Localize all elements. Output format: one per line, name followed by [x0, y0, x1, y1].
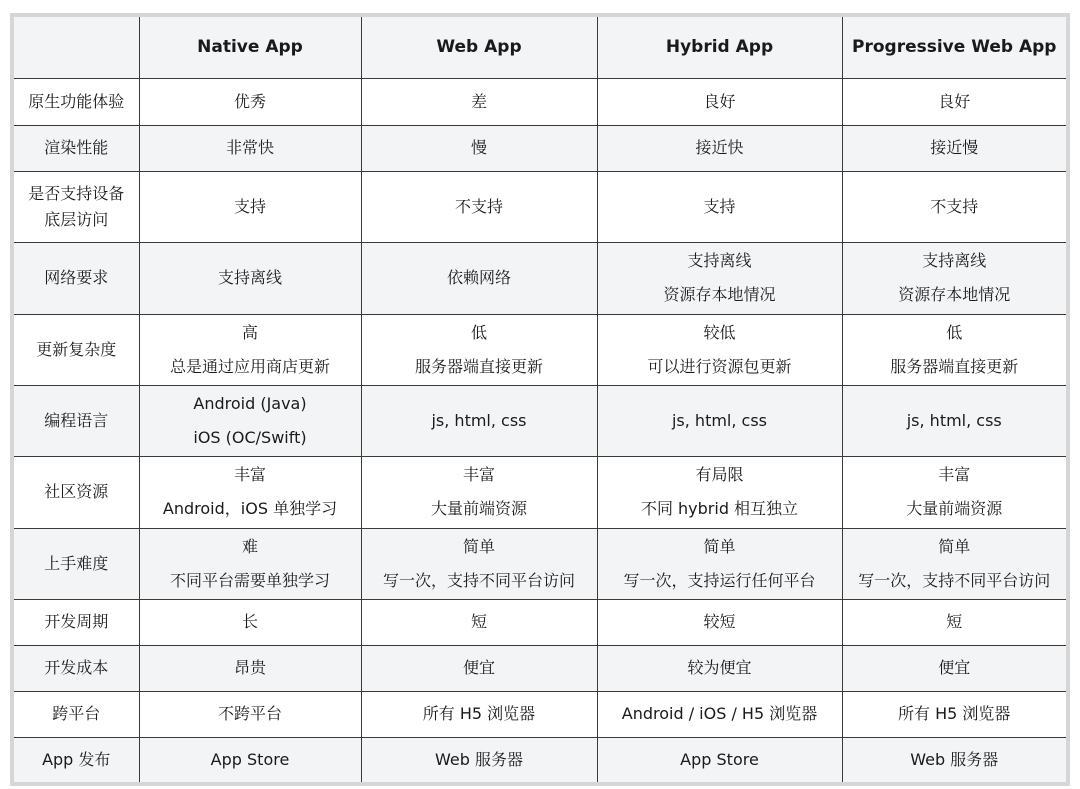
cell-value: 支持离线 — [687, 251, 752, 270]
cell-note: 大量前端资源 — [430, 499, 527, 518]
row-label-text: 是否支持设备 — [28, 183, 125, 203]
cell-web-app — [361, 242, 597, 314]
cell-value: 慢 — [470, 138, 487, 157]
cell-native-app — [139, 242, 361, 314]
table-row — [14, 599, 1066, 645]
header-hybrid-app: Hybrid App — [597, 17, 842, 78]
row-label-text: 网络要求 — [44, 268, 109, 287]
row-label-text: App 发布 — [42, 749, 111, 769]
cell-native-app — [139, 737, 361, 782]
cell-value: 较短 — [703, 612, 736, 631]
row-label — [14, 528, 139, 599]
cell-value: 不支持 — [930, 196, 979, 216]
row-label-text: 上手难度 — [44, 553, 109, 573]
cell-value: 简单 — [703, 536, 736, 556]
cell-native-app — [139, 599, 361, 645]
cell-value: Web 服务器 — [910, 749, 999, 769]
cell-value: 支持离线 — [217, 268, 282, 287]
cell-value: Android (Java) — [193, 393, 307, 413]
cell-hybrid-app — [597, 691, 842, 737]
cell-value: 较低 — [703, 322, 736, 342]
cell-value: 不跨平台 — [217, 704, 282, 723]
cell-pwa — [842, 737, 1066, 782]
cell-value: 接近快 — [695, 138, 744, 157]
cell-web-app — [361, 171, 597, 242]
cell-hybrid-app — [597, 171, 842, 242]
cell-value: 优秀 — [233, 91, 266, 111]
cell-web-app — [361, 599, 597, 645]
table-row — [14, 456, 1066, 528]
cell-web-app — [361, 385, 597, 456]
cell-value: js, html, css — [671, 410, 768, 430]
cell-note: 写一次，支持运行任何平台 — [623, 570, 816, 590]
table-row — [14, 125, 1066, 171]
cell-native-app — [139, 125, 361, 171]
cell-hybrid-app — [597, 599, 842, 645]
row-label — [14, 456, 139, 528]
cell-value: 非常快 — [225, 138, 274, 157]
cell-value: 依赖网络 — [446, 268, 511, 287]
row-label-text: 原生功能体验 — [28, 91, 125, 111]
row-label — [14, 314, 139, 385]
cell-value: js, html, css — [431, 410, 527, 430]
cell-hybrid-app — [597, 385, 842, 456]
cell-value: 差 — [470, 91, 487, 111]
row-label-text: 跨平台 — [52, 704, 101, 723]
table-row — [14, 528, 1066, 599]
row-label-text: 底层访问 — [44, 209, 109, 229]
row-label — [14, 242, 139, 314]
cell-value: 便宜 — [462, 658, 495, 677]
cell-value: 支持 — [233, 196, 266, 216]
cell-pwa — [842, 599, 1066, 645]
cell-value: App Store — [210, 749, 290, 769]
cell-hybrid-app — [597, 125, 842, 171]
cell-note: 写一次，支持不同平台访问 — [858, 570, 1051, 590]
cell-value: 丰富 — [462, 465, 495, 484]
cell-pwa — [842, 125, 1066, 171]
cell-hybrid-app — [597, 78, 842, 125]
cell-note: 服务器端直接更新 — [414, 356, 543, 376]
table-row — [14, 171, 1066, 242]
cell-web-app — [361, 528, 597, 599]
cell-note: 总是通过应用商店更新 — [169, 356, 330, 376]
cell-web-app — [361, 737, 597, 782]
cell-note: 资源存本地情况 — [663, 285, 776, 304]
row-label — [14, 385, 139, 456]
cell-native-app — [139, 314, 361, 385]
cell-pwa — [842, 314, 1066, 385]
cell-value: 丰富 — [938, 465, 971, 484]
cell-pwa — [842, 691, 1066, 737]
row-label — [14, 691, 139, 737]
cell-value: js, html, css — [906, 410, 1002, 430]
cell-value: 短 — [470, 612, 487, 631]
cell-value: 丰富 — [233, 465, 266, 484]
cell-note: 不同 hybrid 相互独立 — [640, 499, 799, 518]
cell-note: Android，iOS 单独学习 — [162, 499, 338, 518]
cell-value: 支持离线 — [922, 251, 987, 270]
cell-native-app — [139, 691, 361, 737]
cell-note: 大量前端资源 — [906, 499, 1003, 518]
cell-value: 所有 H5 浏览器 — [422, 704, 536, 723]
cell-web-app — [361, 78, 597, 125]
cell-pwa — [842, 78, 1066, 125]
cell-note: 服务器端直接更新 — [890, 356, 1019, 376]
row-label-text: 编程语言 — [44, 410, 109, 430]
cell-web-app — [361, 645, 597, 691]
cell-value: Web 服务器 — [435, 749, 523, 769]
cell-value: 短 — [946, 612, 963, 631]
cell-hybrid-app — [597, 456, 842, 528]
cell-web-app — [361, 125, 597, 171]
row-label-text: 社区资源 — [44, 482, 109, 501]
cell-hybrid-app — [597, 242, 842, 314]
row-label-text: 更新复杂度 — [36, 339, 117, 359]
cell-native-app — [139, 456, 361, 528]
cell-value: App Store — [680, 749, 759, 769]
row-label — [14, 645, 139, 691]
cell-hybrid-app — [597, 314, 842, 385]
cell-value: 有局限 — [695, 465, 744, 484]
cell-note: 资源存本地情况 — [898, 285, 1011, 304]
row-label — [14, 171, 139, 242]
row-label — [14, 737, 139, 782]
cell-pwa — [842, 385, 1066, 456]
cell-web-app — [361, 456, 597, 528]
table-row — [14, 314, 1066, 385]
table-row — [14, 242, 1066, 314]
cell-value: 良好 — [703, 91, 736, 111]
cell-native-app — [139, 171, 361, 242]
row-label — [14, 125, 139, 171]
table-row — [14, 737, 1066, 782]
cell-value: 支持 — [703, 196, 736, 216]
header-pwa: Progressive Web App — [842, 17, 1066, 78]
table-row — [14, 691, 1066, 737]
cell-note: 可以进行资源包更新 — [647, 356, 792, 376]
cell-hybrid-app — [597, 737, 842, 782]
header-native-app: Native App — [139, 17, 361, 78]
app-type-comparison-table — [14, 17, 1066, 782]
cell-value: 低 — [946, 322, 963, 342]
table-row — [14, 78, 1066, 125]
cell-value: 接近慢 — [930, 138, 979, 157]
cell-hybrid-app — [597, 645, 842, 691]
cell-value: 低 — [470, 322, 487, 342]
cell-native-app — [139, 385, 361, 456]
cell-value: 不支持 — [454, 196, 503, 216]
table-row — [14, 385, 1066, 456]
cell-native-app — [139, 645, 361, 691]
cell-note: 写一次，支持不同平台访问 — [382, 570, 575, 590]
cell-pwa — [842, 242, 1066, 314]
cell-value: 较为便宜 — [687, 658, 752, 677]
row-label — [14, 599, 139, 645]
cell-native-app — [139, 78, 361, 125]
cell-web-app — [361, 691, 597, 737]
cell-pwa — [842, 645, 1066, 691]
cell-value: 所有 H5 浏览器 — [898, 704, 1011, 723]
cell-web-app — [361, 314, 597, 385]
cell-value: 便宜 — [938, 658, 971, 677]
row-label — [14, 78, 139, 125]
cell-pwa — [842, 528, 1066, 599]
cell-value: 简单 — [462, 536, 495, 556]
cell-value: 简单 — [938, 536, 971, 556]
cell-pwa — [842, 171, 1066, 242]
cell-pwa — [842, 456, 1066, 528]
cell-value: 难 — [241, 536, 258, 556]
cell-note: iOS (OC/Swift) — [193, 427, 307, 447]
row-label-text: 开发成本 — [44, 658, 109, 677]
table-row — [14, 645, 1066, 691]
cell-note: 不同平台需要单独学习 — [169, 570, 330, 590]
cell-value: 昂贵 — [233, 658, 266, 677]
header-web-app: Web App — [361, 17, 597, 78]
cell-hybrid-app — [597, 528, 842, 599]
cell-value: 高 — [241, 322, 258, 342]
row-label-text: 渲染性能 — [44, 138, 109, 157]
row-label-text: 开发周期 — [44, 612, 109, 631]
cell-value: 长 — [241, 612, 258, 631]
header-corner — [14, 17, 139, 78]
comparison-table-frame — [10, 13, 1070, 786]
header-row — [14, 17, 1066, 78]
cell-value: 良好 — [938, 91, 971, 111]
cell-value: Android / iOS / H5 浏览器 — [621, 704, 818, 723]
cell-native-app — [139, 528, 361, 599]
